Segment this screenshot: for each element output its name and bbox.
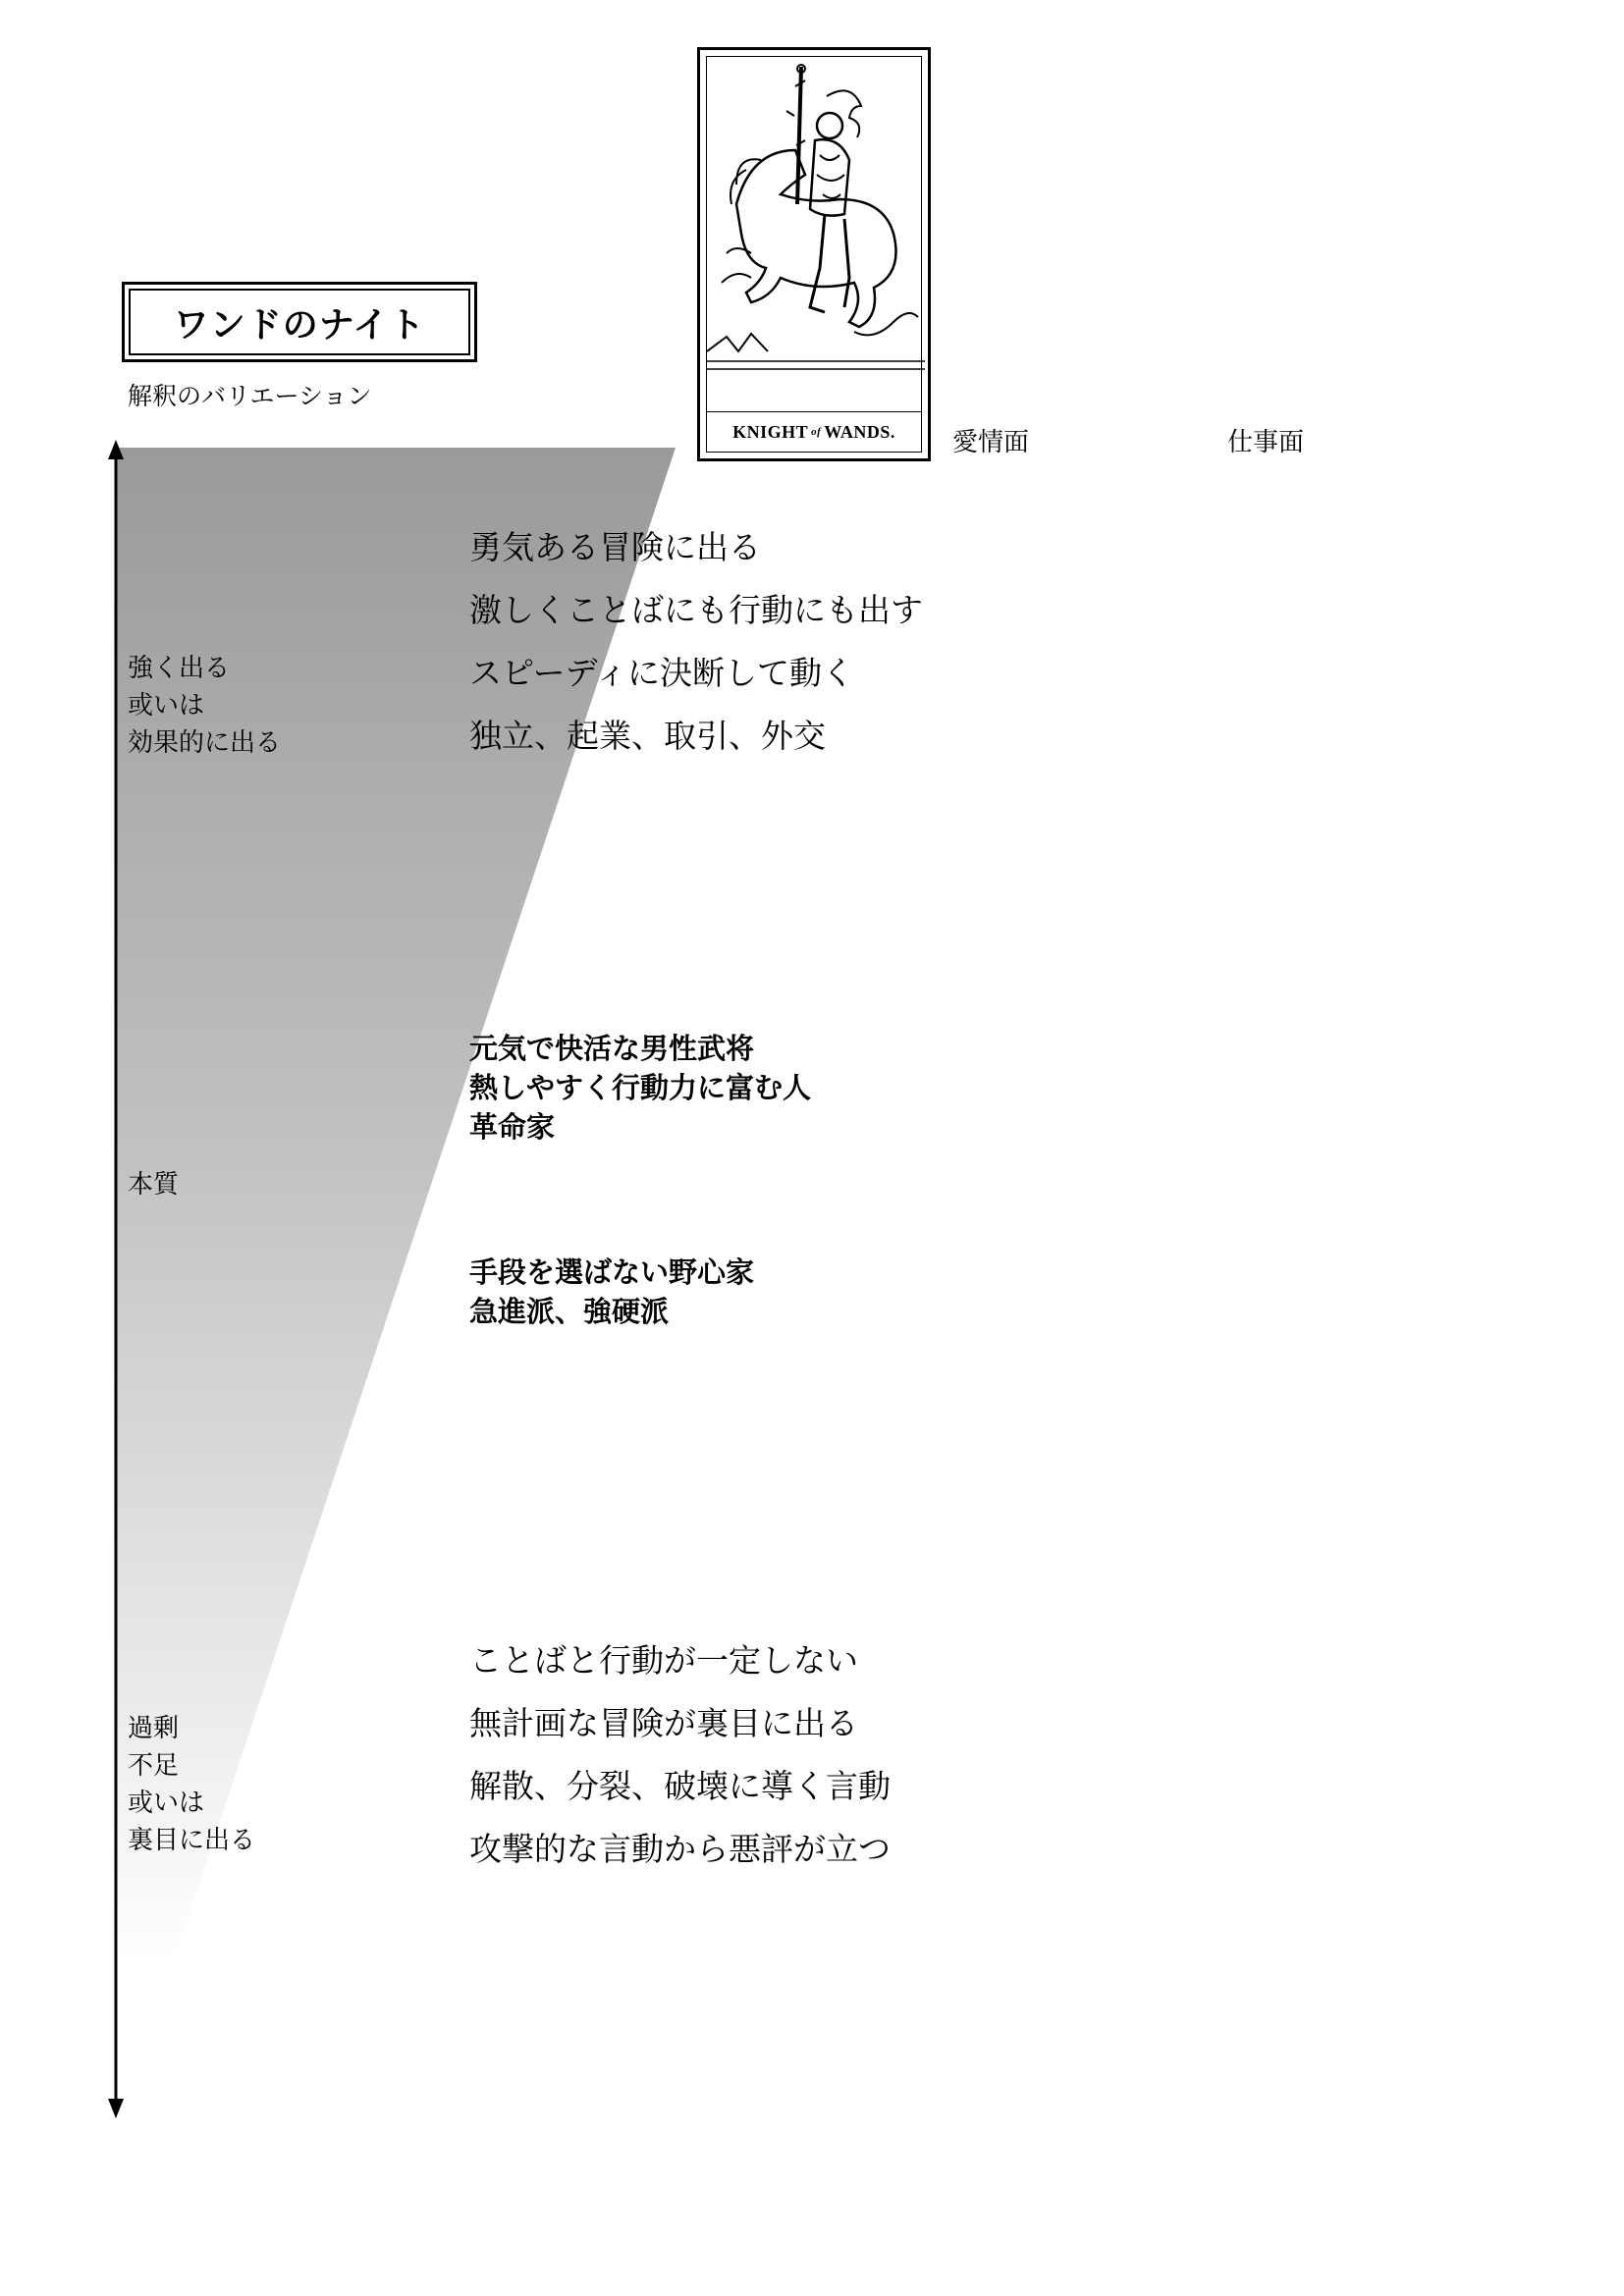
- axis-label-strong: [128, 650, 281, 762]
- axis-label-line: 効果的に出る: [128, 728, 282, 758]
- knight-of-wands-card: [697, 47, 931, 461]
- axis-label-line: 本質: [128, 1170, 180, 1200]
- strong-interpretations: [469, 516, 923, 768]
- axis-label-line: 過剰: [128, 1714, 180, 1743]
- essence-item: 手段を選ばない野心家: [469, 1255, 755, 1289]
- essence-item: 革命家: [469, 1110, 556, 1144]
- column-header-work: 仕事面: [1227, 428, 1305, 457]
- card-caption-of: of: [811, 426, 822, 438]
- essence-item: 熱しやすく行動力に富む人: [469, 1071, 812, 1104]
- axis-label-line: 或いは: [128, 1789, 205, 1818]
- interpretation-item: 激しくことばにも行動にも出す: [469, 591, 923, 629]
- essence-item: 急進派、強硬派: [469, 1295, 670, 1328]
- column-header-love: 愛情面: [952, 428, 1030, 457]
- axis-label-essence: [128, 1166, 179, 1203]
- essence-group-2: [469, 1253, 754, 1331]
- interpretation-item: 無計画な冒険が裏目に出る: [469, 1704, 858, 1742]
- interpretation-item: 独立、起業、取引、外交: [469, 717, 826, 755]
- interpretation-item: ことばと行動が一定しない: [469, 1641, 858, 1680]
- axis-label-excess: [128, 1710, 255, 1859]
- interpretation-item: 勇気ある冒険に出る: [469, 528, 761, 566]
- page-title: ワンドのナイト: [129, 289, 470, 355]
- card-caption-knight: KNIGHT: [732, 421, 809, 442]
- card-caption: [707, 411, 921, 452]
- interpretation-item: 解散、分裂、破壊に導く言動: [469, 1767, 891, 1805]
- card-caption-wands: WANDS.: [824, 421, 895, 442]
- axis-label-line: 裏目に出る: [128, 1826, 256, 1855]
- axis-label-line: 強く出る: [128, 654, 231, 683]
- axis-label-line: 或いは: [128, 691, 205, 721]
- interpretation-item: スピーディに決断して動く: [469, 654, 855, 692]
- excess-interpretations: [469, 1629, 891, 1881]
- page-subtitle: 解釈のバリエーション: [128, 382, 372, 410]
- knight-illustration: [707, 57, 925, 414]
- interpretation-item: 攻撃的な言動から悪評が立つ: [469, 1830, 891, 1868]
- axis-label-line: 不足: [128, 1751, 180, 1781]
- essence-item: 元気で快活な男性武将: [469, 1032, 755, 1065]
- essence-group-1: [469, 1029, 811, 1147]
- title-box: [122, 282, 477, 362]
